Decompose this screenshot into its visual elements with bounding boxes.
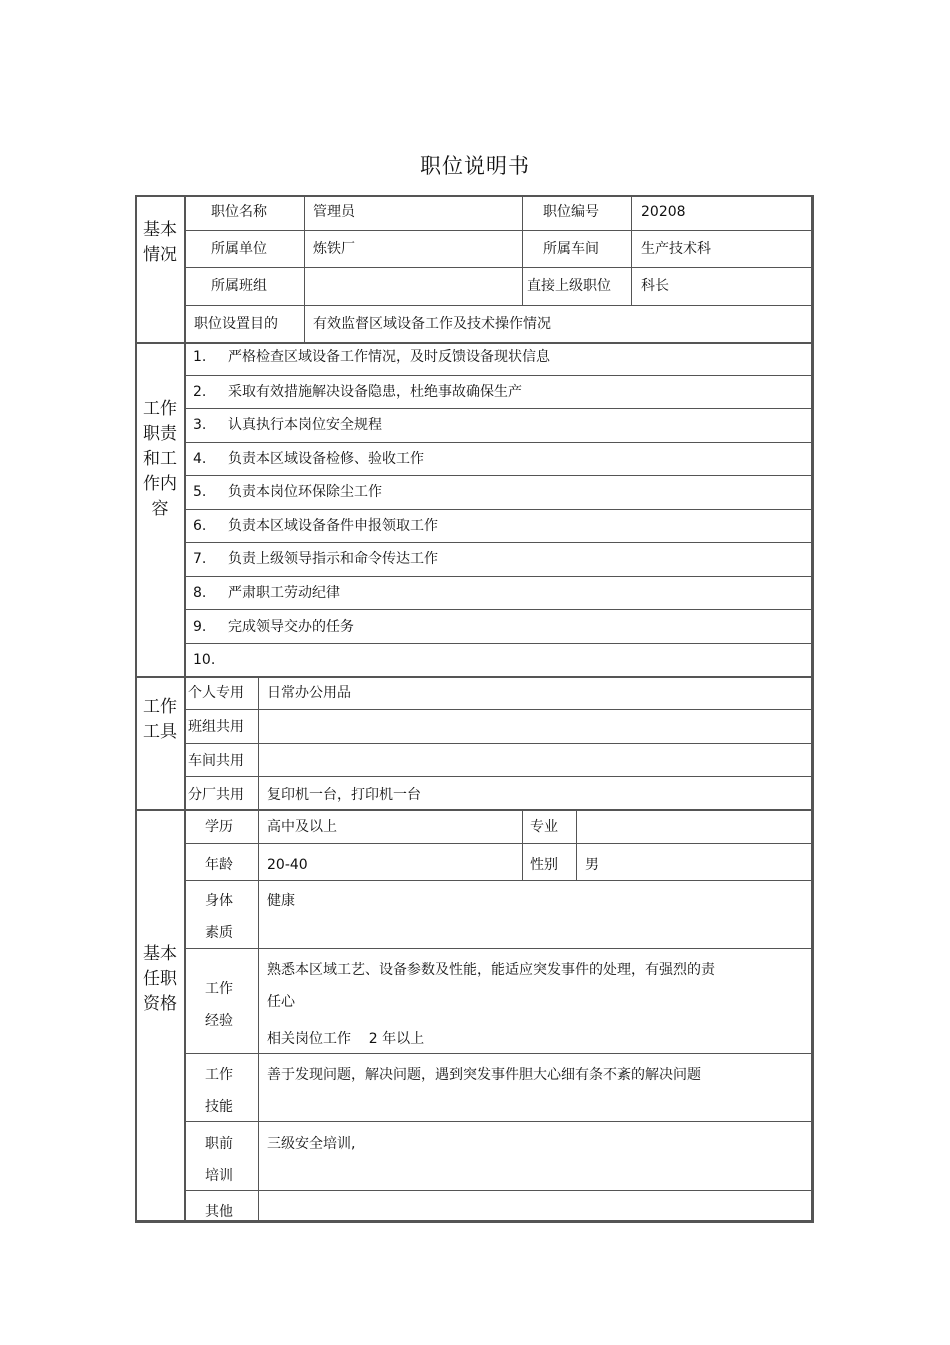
position-code-label: 职位编号 [543,204,599,220]
section-label-qualifications: 基本任职资格 [143,944,177,1014]
tool-label: 车间共用 [188,753,244,769]
physical-value: 健康 [267,893,295,909]
position-code-value: 20208 [641,204,686,220]
duty-number: 7. [193,551,207,567]
divider [522,810,523,880]
divider [185,609,812,610]
duty-number: 8. [193,585,207,601]
duty-number: 4. [193,451,207,467]
section-divider [135,676,814,678]
duty-text: 负责上级领导指示和命令传达工作 [228,551,438,567]
superior-label: 直接上级职位 [527,278,611,294]
duty-number: 5. [193,484,207,500]
divider [185,230,812,231]
physical-label: 身体素质 [205,893,233,941]
position-name-label: 职位名称 [211,204,267,220]
gender-value: 男 [585,857,599,873]
skills-label: 工作技能 [205,1067,233,1115]
tool-value: 复印机一台，打印机一台 [267,787,421,803]
divider [185,375,812,376]
tool-label: 分厂共用 [188,787,244,803]
unit-value: 炼铁厂 [313,241,355,257]
team-label: 所属班组 [211,278,267,294]
divider [185,442,812,443]
duty-number: 2. [193,384,207,400]
position-name-value: 管理员 [313,204,355,220]
divider [185,408,812,409]
experience-line-3: 相关岗位工作 2 年以上 [267,1031,425,1047]
section-divider [135,809,814,811]
duty-number: 9. [193,619,207,635]
duty-number: 3. [193,417,207,433]
divider [576,810,577,880]
education-value: 高中及以上 [267,819,337,835]
divider [185,475,812,476]
duty-text: 严格检查区域设备工作情况，及时反馈设备现状信息 [228,349,550,365]
duty-text: 采取有效措施解决设备隐患，杜绝事故确保生产 [228,384,522,400]
duty-text: 认真执行本岗位安全规程 [228,417,382,433]
divider [185,743,812,744]
training-label: 职前培训 [205,1136,233,1184]
divider [185,1053,812,1054]
duty-number: 1. [193,349,207,365]
divider [185,880,812,881]
divider [522,195,523,306]
divider [258,810,259,1223]
divider [185,776,812,777]
divider [185,709,812,710]
divider [185,542,812,543]
age-value: 20-40 [267,857,308,873]
page-title: 职位说明书 [420,154,530,178]
divider [631,195,632,306]
training-value: 三级安全培训, [267,1136,356,1152]
divider [304,195,305,343]
age-label: 年龄 [205,857,233,873]
divider [185,305,812,306]
section-divider [135,342,814,344]
divider [185,1121,812,1122]
divider [185,1190,812,1191]
divider [185,948,812,949]
experience-line-2: 任心 [267,994,295,1010]
duty-text: 负责本岗位环保除尘工作 [228,484,382,500]
purpose-label: 职位设置目的 [194,316,278,332]
duty-text: 严肃职工劳动纪律 [228,585,340,601]
major-label: 专业 [530,819,558,835]
divider [185,509,812,510]
purpose-value: 有效监督区域设备工作及技术操作情况 [313,316,551,332]
other-label: 其他 [205,1204,233,1220]
duty-number: 10. [193,652,216,668]
gender-label: 性别 [530,857,558,873]
workshop-label: 所属车间 [543,241,599,257]
section-label-duties: 工作职责和工作内容 [143,399,177,519]
experience-line-1: 熟悉本区域工艺、设备参数及性能，能适应突发事件的处理，有强烈的责 [267,962,715,978]
divider [185,267,812,268]
unit-label: 所属单位 [211,241,267,257]
tool-label: 个人专用 [188,685,244,701]
duty-text: 负责本区域设备检修、验收工作 [228,451,424,467]
section-label-basic: 基本情况 [143,220,177,265]
skills-value: 善于发现问题，解决问题，遇到突发事件胆大心细有条不紊的解决问题 [267,1067,701,1083]
duty-text: 负责本区域设备备件申报领取工作 [228,518,438,534]
tool-value: 日常办公用品 [267,685,351,701]
duty-number: 6. [193,518,207,534]
workshop-value: 生产技术科 [641,241,711,257]
tool-label: 班组共用 [188,719,244,735]
duty-text: 完成领导交办的任务 [228,619,354,635]
education-label: 学历 [205,819,233,835]
superior-value: 科长 [641,278,669,294]
divider [185,576,812,577]
divider [185,643,812,644]
section-label-tools: 工作工具 [143,697,177,742]
experience-label: 工作经验 [205,981,233,1029]
divider [185,843,812,844]
